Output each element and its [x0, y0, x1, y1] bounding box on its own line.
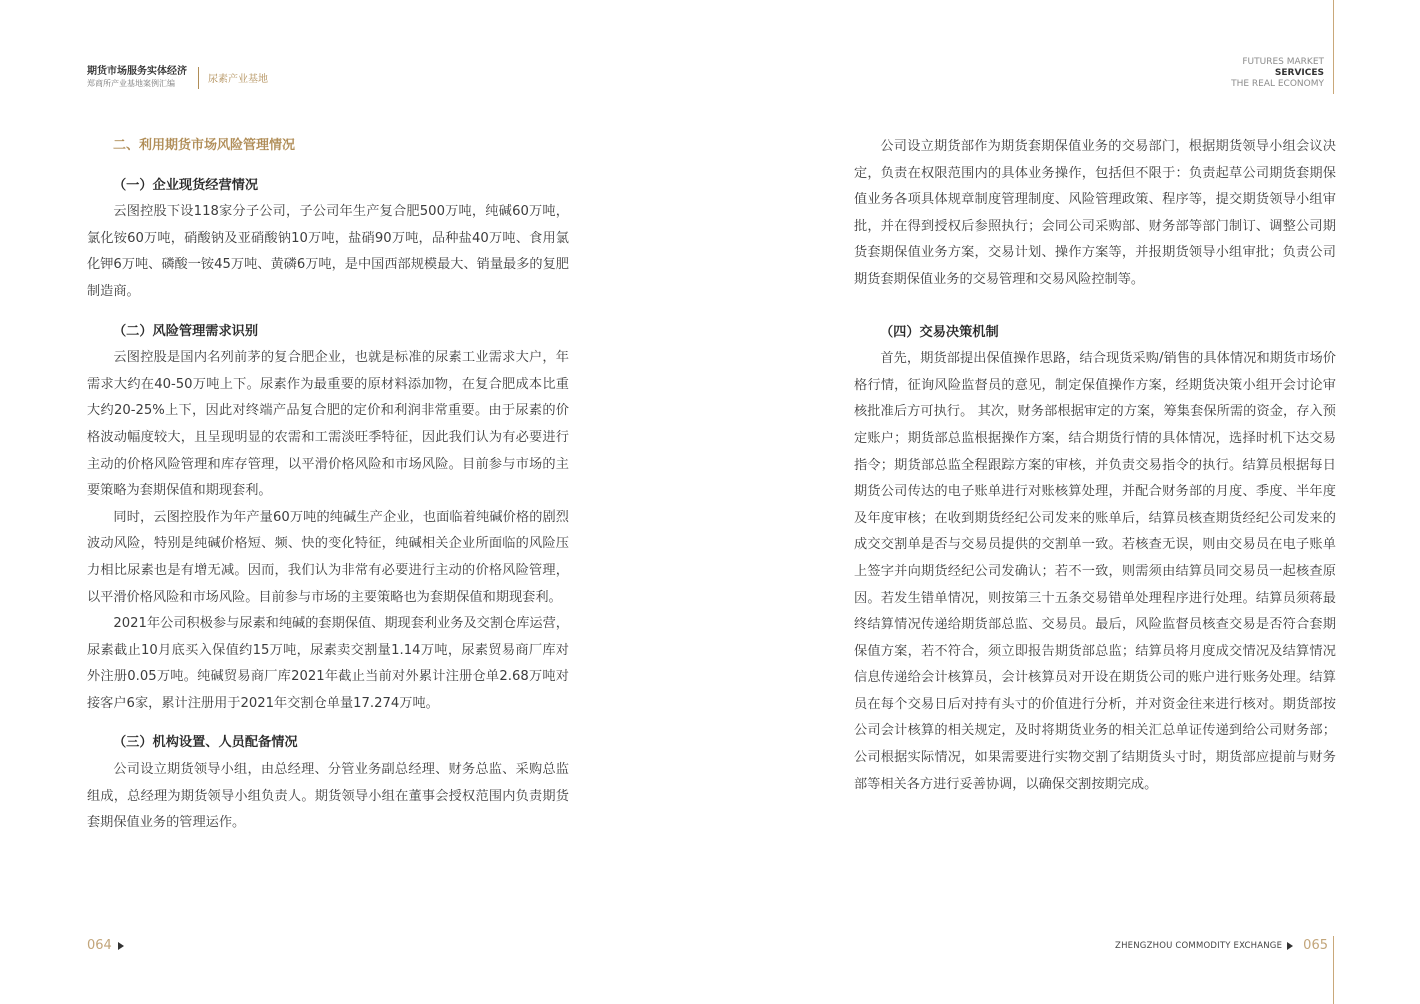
- paragraph: 公司设立期货领导小组，由总经理、分管业务副总经理、财务总监、采购总监组成，总经理为期货领导小组负责人。期货领导小组在董事会授权范围内负责期货套期保值业务的管理运作。: [87, 762, 569, 831]
- paragraph: 云图控股下设118家分子公司，子公司年生产复合肥500万吨，纯碱60万吨，氯化铵60万吨，硝酸钠及亚硝酸钠10万吨，盐硝90万吨，品种盐40万吨、食用氯化钾6万吨、磷酸一铵45万吨、黄磷6万吨，是中国西部规模最大、销量最多的复肥制造商。: [87, 204, 569, 299]
- subheading-4: （四）交易决策机制: [880, 324, 999, 340]
- header-right-line2: SERVICES: [1274, 68, 1324, 78]
- header-right: [1231, 57, 1324, 90]
- footer-left: [87, 938, 124, 953]
- page-number-right: 065: [1303, 938, 1328, 953]
- header-title: 期货市场服务实体经济: [87, 66, 187, 77]
- header-right-line3: THE REAL ECONOMY: [1231, 79, 1324, 89]
- paragraph: 公司设立期货部作为期货套期保值业务的交易部门，根据期货领导小组会议决定，负责在权限范围内的具体业务操作，包括但不限于：负责起草公司期货套期保值业务各项具体规章制度管理制度、风险管理政策、程序等，提交期货领导小组审批，并在得到授权后参照执行；会同公司采购部、财务部等部门制订、调整公司期货套期保值业务方案，交易计划、操作方案等，并报期货领导小组审批；负责公司期货套期保值业务的交易管理和交易风险控制等。: [854, 139, 1336, 287]
- footer-right: [1115, 938, 1328, 953]
- right-column: [854, 134, 1336, 798]
- exchange-name: ZHENGZHOU COMMODITY EXCHANGE: [1115, 940, 1283, 951]
- footer-rule: [1333, 936, 1334, 1004]
- paragraph: 同时，云图控股作为年产量60万吨的纯碱生产企业，也面临着纯碱价格的剧烈波动风险，特别是纯碱价格短、频、快的变化特征，纯碱相关企业所面临的风险压力相比尿素也是有增无减。因而，我们认为非常有必要进行主动的价格风险管理，以平滑价格风险和市场风险。目前参与市场的主要策略也为套期保值和期现套利。: [87, 509, 569, 605]
- section-tag: 尿素产业基地: [208, 74, 268, 85]
- triangle-right-icon: [118, 942, 124, 950]
- subheading-2: （二）风险管理需求识别: [113, 323, 259, 339]
- paragraph: 云图控股是国内名列前茅的复合肥企业，也就是标准的尿素工业需求大户，年需求大约在40-50万吨上下。尿素作为最重要的原材料添加物，在复合肥成本比重大约20-25%上下，因此对终端产品复合肥的定价和利润非常重要。由于尿素的价格波动幅度较大，且呈现明显的农需和工需淡旺季特征，因此我们认为有必要进行主动的价格风险管理和库存管理，以平滑价格风险和市场风险。目前参与市场的主要策略为套期保值和期现套利。: [87, 350, 569, 499]
- left-column: [87, 133, 569, 837]
- paragraph: 首先，期货部提出保值操作思路，结合现货采购/销售的具体情况和期货市场价格行情，征询风险监督员的意见，制定保值操作方案，经期货决策小组开会讨论审核批准后方可执行。 其次，财务部根据审定的方案，筹集套保所需的资金，存入预定账户；期货部总监根据操作方案，结合期货行情的具体情况，选择时机下达交易指令；期货部总监全程跟踪方案的审核，并负责交易指令的执行。结算员根据每日期货公司传达的电子账单进行对账核算处理，并配合财务部的月度、季度、半年度及年度审核；在收到期货经纪公司发来的账单后，结算员核查期货经纪公司发来的成交交割单是否与交易员提供的交割单一致。若核查无误，则由交易员在电子账单上签字并向期货经纪公司发确认；若不一致，则需须由结算员同交易员一起核查原因。若发生错单情况，则按第三十五条交易错单处理程序进行处理。结算员须蒋最终结算情况传递给期货部总监、交易员。最后，风险监督员核查交易是否符合套期保值方案，若不符合，须立即报告期货部总监；结算员将月度成交情况及结算情况信息传递给会计核算员，会计核算员对开设在期货公司的账户进行账务处理。结算员在每个交易日后对持有头寸的价值进行分析，并对资金往来进行核对。期货部按公司会计核算的相关规定，及时将期货业务的相关汇总单证传递到给公司财务部；公司根据实际情况，如果需要进行实物交割了结期货头寸时，期货部应提前与财务部等相关各方进行妥善协调，以确保交割按期完成。: [854, 351, 1336, 792]
- subheading-1: （一）企业现货经营情况: [113, 177, 259, 193]
- header-subtitle: 郑商所产业基地案例汇编: [87, 79, 175, 88]
- header-rule: [1333, 0, 1334, 94]
- header-divider: [198, 67, 199, 89]
- section-title: 二、利用期货市场风险管理情况: [113, 138, 296, 153]
- header-right-line1: FUTURES MARKET: [1242, 57, 1324, 67]
- header-left: [87, 66, 268, 89]
- subheading-3: （三）机构设置、人员配备情况: [113, 735, 298, 751]
- page-number-left: 064: [87, 938, 112, 953]
- paragraph: 2021年公司积极参与尿素和纯碱的套期保值、期现套利业务及交割仓库运营，尿素截止10月底买入保值约15万吨，尿素卖交割量1.14万吨，尿素贸易商厂库对外注册0.05万吨。纯碱贸易商厂库2021年截止当前对外累计注册仓单2.68万吨对接客户6家，累计注册用于2021年交割仓单量17.274万吨。: [87, 616, 569, 711]
- header-title-block: [87, 66, 187, 89]
- triangle-right-icon: [1287, 942, 1293, 950]
